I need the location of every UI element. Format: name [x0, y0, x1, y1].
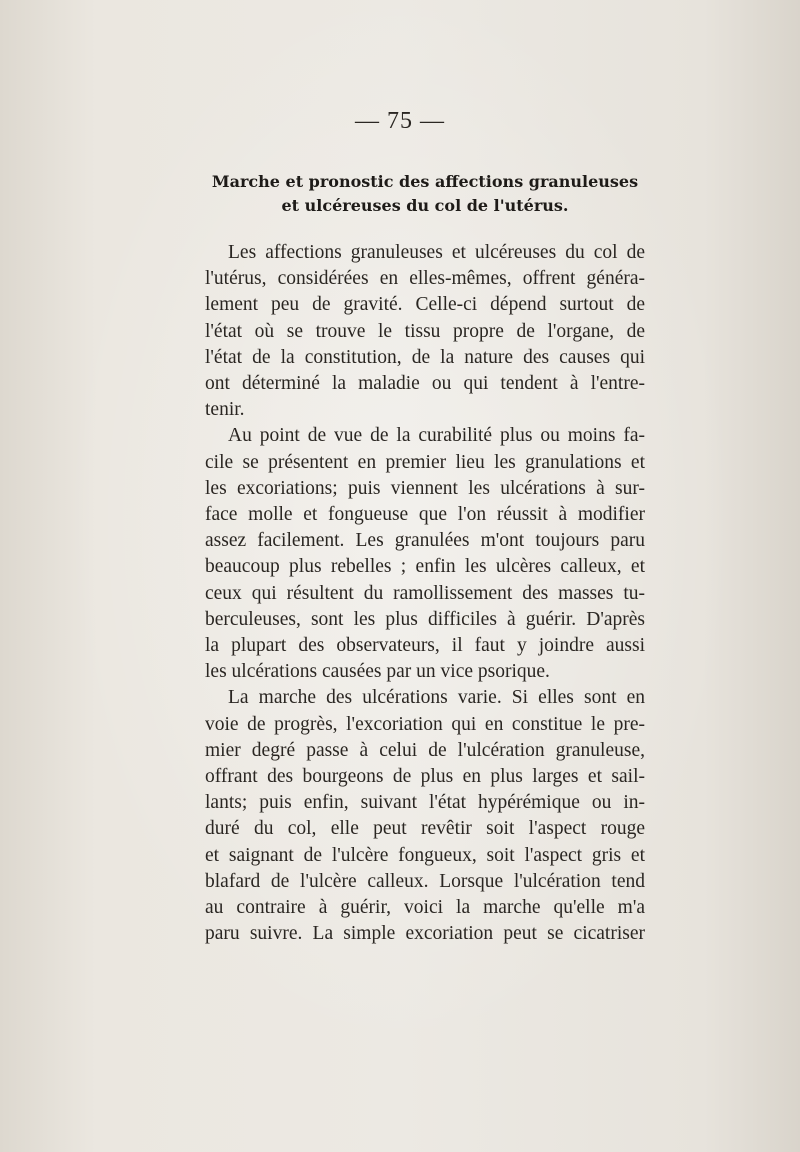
text-line: cile se présentent en premier lieu les granulations et: [205, 451, 645, 473]
text-line: assez facilement. Les granulées m'ont toujours paru: [205, 530, 645, 552]
section-heading: [205, 170, 645, 218]
section-heading-line-1: Marche et pronostic des affections granuleuses: [211, 172, 639, 191]
text-line: l'état de la constitution, de la nature des causes qui: [205, 346, 645, 368]
text-line: Au point de vue de la curabilité plus ou moins fa-: [228, 425, 645, 447]
text-line: ceux qui résultent du ramollissement des masses tu-: [205, 582, 645, 604]
text-line: la plupart des observateurs, il faut y joindre aussi: [205, 635, 645, 657]
section-heading-line-2: et ulcéreuses du col de l'utérus.: [281, 196, 569, 215]
text-line: offrant des bourgeons de plus en plus larges et sail-: [205, 766, 645, 788]
paragraph-1: [205, 240, 645, 423]
text-line: l'utérus, considérées en elles-mêmes, offrent généra-: [205, 268, 645, 290]
page-number: — 75 —: [355, 108, 445, 134]
text-line: berculeuses, sont les plus difficiles à guérir. D'après: [205, 608, 645, 630]
text-line: face molle et fongueuse que l'on réussit à modifier: [205, 504, 645, 526]
text-line: les excoriations; puis viennent les ulcérations à sur-: [205, 477, 645, 499]
text-line: tenir.: [205, 399, 245, 421]
body-text: [205, 240, 645, 947]
text-line: beaucoup plus rebelles ; enfin les ulcères calleux, et: [205, 556, 645, 578]
text-line: les ulcérations causées par un vice psorique.: [205, 661, 550, 683]
text-line: duré du col, elle peut revêtir soit l'aspect rouge: [205, 818, 645, 840]
text-line: La marche des ulcérations varie. Si elles sont en: [228, 687, 645, 709]
text-line: lement peu de gravité. Celle-ci dépend surtout de: [205, 294, 645, 316]
text-line: l'état où se trouve le tissu propre de l'organe, de: [205, 320, 645, 342]
text-line: voie de progrès, l'excoriation qui en constitue le pre-: [205, 713, 645, 735]
paragraph-3: [205, 685, 645, 947]
text-line: mier degré passe à celui de l'ulcération granuleuse,: [205, 739, 645, 761]
text-line: et saignant de l'ulcère fongueux, soit l'aspect gris et: [205, 844, 645, 866]
text-line: paru suivre. La simple excoriation peut se cicatriser: [205, 923, 645, 945]
text-line: au contraire à guérir, voici la marche qu'elle m'a: [205, 897, 645, 919]
paragraph-2: [205, 423, 645, 685]
text-line: ont déterminé la maladie ou qui tendent à l'entre-: [205, 373, 645, 395]
text-line: Les affections granuleuses et ulcéreuses du col de: [228, 242, 645, 263]
text-line: lants; puis enfin, suivant l'état hypérémique ou in-: [205, 792, 645, 814]
text-line: blafard de l'ulcère calleux. Lorsque l'ulcération tend: [205, 870, 645, 892]
